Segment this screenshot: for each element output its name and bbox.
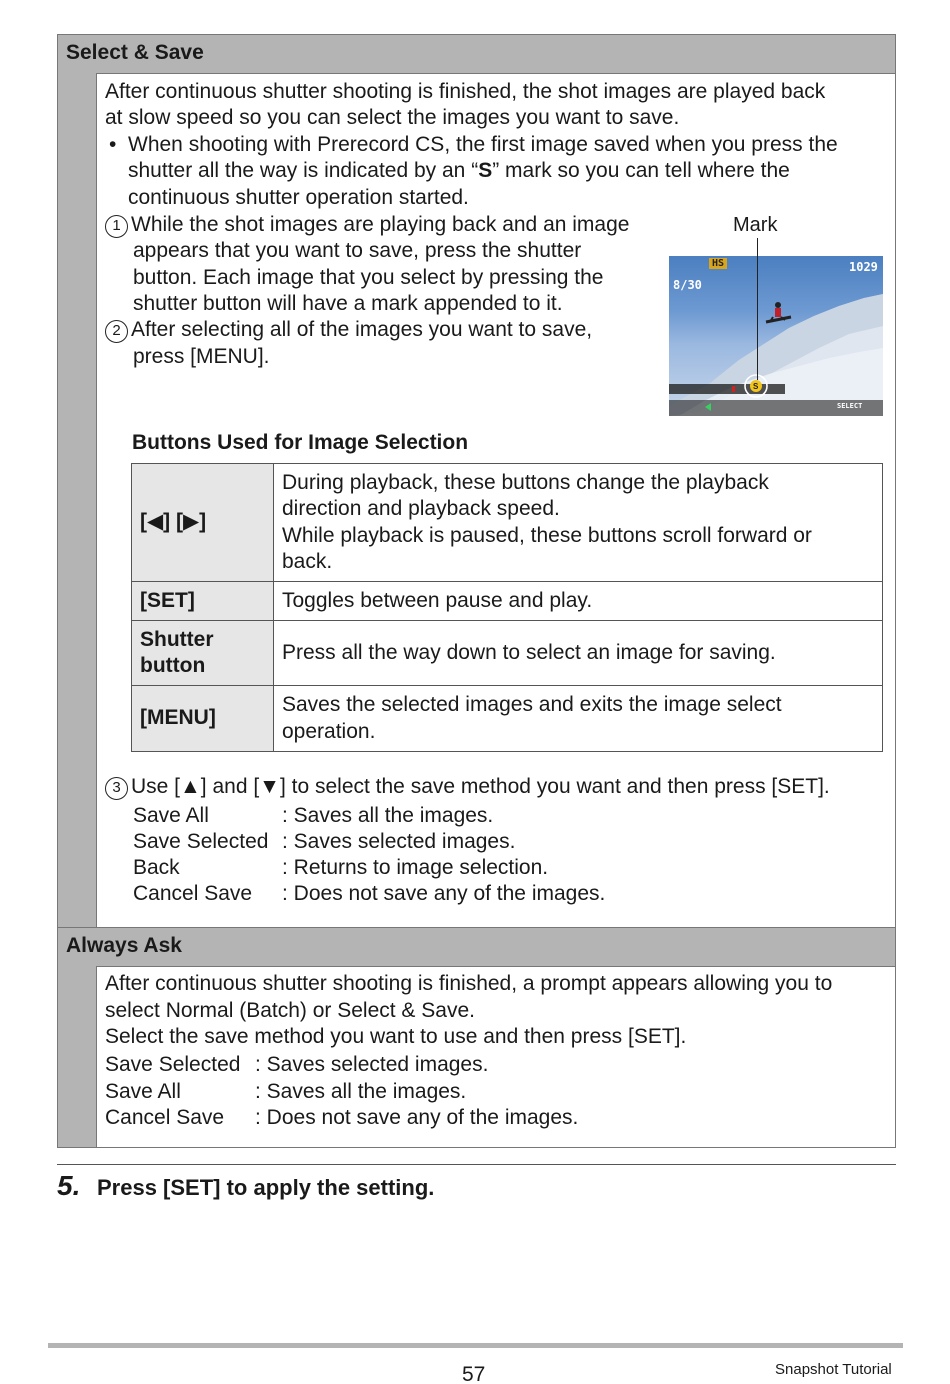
button-key-arrows: [◀] [▶] (132, 464, 274, 582)
buttons-table (131, 463, 883, 752)
bullet-mark: • (109, 133, 117, 156)
table-row (132, 686, 883, 752)
frame-counter: 8/30 (673, 278, 702, 292)
step-5-text: Press [SET] to apply the setting. (97, 1175, 435, 1200)
step-1-line-3: button. Each image that you select by pressing the (133, 266, 604, 289)
s-mark-letter: S (478, 159, 493, 182)
desc-line: Saves the selected images and exits the image select (282, 693, 782, 716)
table-row (132, 464, 883, 582)
intro-line-1: After continuous shutter shooting is finished, the shot images are played back (105, 80, 826, 103)
step-1-line-2: appears that you want to save, press the shutter (133, 239, 582, 262)
button-desc-menu (274, 686, 883, 752)
option-name: Save Selected (105, 1053, 241, 1076)
step-1-line-4: shutter button will have a mark appended to it. (133, 292, 563, 315)
desc-line: operation. (282, 719, 376, 743)
section-heading-always-ask: Always Ask (57, 927, 896, 967)
step-1-text: While the shot images are playing back and an image (131, 213, 630, 236)
mark-callout-label: Mark (733, 214, 778, 236)
step-5-number: 5. (57, 1170, 81, 1201)
desc-line: Toggles between pause and play. (282, 588, 593, 612)
intro-line-2: at slow speed so you can select the images you want to save. (105, 106, 680, 129)
option-desc: : Returns to image selection. (282, 856, 549, 879)
desc-line: While playback is paused, these buttons scroll forward or (282, 523, 812, 547)
option-desc: : Saves all the images. (255, 1080, 467, 1103)
step-2-line-1 (105, 317, 592, 344)
button-desc-arrows (274, 464, 883, 582)
svg-text:S: S (753, 382, 759, 391)
step-3-number: 3 (105, 777, 128, 800)
mark-callout-line (757, 238, 758, 380)
table-row (132, 621, 883, 686)
page-number: 57 (462, 1363, 486, 1384)
table-row (132, 582, 883, 621)
option-desc: : Saves selected images. (255, 1053, 489, 1076)
select-indicator: SELECT (837, 402, 863, 410)
option-name: Cancel Save (105, 1106, 225, 1129)
option-desc: : Does not save any of the images. (255, 1106, 579, 1129)
option-name: Save All (105, 1080, 181, 1103)
button-key-set: [SET] (132, 582, 274, 621)
button-key-menu: [MENU] (132, 686, 274, 752)
option-desc: : Saves all the images. (282, 804, 494, 827)
button-key-shutter (132, 621, 274, 686)
shots-remaining: 1029 (849, 260, 878, 274)
step-2-text: After selecting all of the images you want to save, (131, 318, 593, 341)
step-1-line-1 (105, 212, 629, 239)
camera-screen-image (669, 256, 883, 416)
option-desc: : Saves selected images. (282, 830, 516, 853)
footer-bar (48, 1343, 903, 1348)
always-ask-line-1: After continuous shutter shooting is finished, a prompt appears allowing you to (105, 972, 833, 995)
desc-line: During playback, these buttons change the playback (282, 470, 769, 494)
bullet-line-2-pre: shutter all the way is indicated by an “ (128, 159, 479, 182)
bullet-line-3: continuous shutter operation started. (128, 186, 469, 209)
option-name: Back (133, 856, 180, 879)
section-gutter (57, 966, 97, 1148)
bullet-line-2-post: ” mark so you can tell where the (492, 159, 790, 182)
step-3-line (105, 774, 830, 801)
option-name: Save Selected (133, 830, 269, 853)
desc-line: back. (282, 550, 333, 573)
key-line: button (140, 654, 206, 677)
section-gutter (57, 73, 97, 928)
footer-section-title: Snapshot Tutorial (775, 1361, 892, 1378)
step-2-line-2: press [MENU]. (133, 345, 270, 368)
step-3-text: Use [▲] and [▼] to select the save method you want and then press [SET]. (131, 775, 830, 798)
step-divider (57, 1164, 896, 1165)
desc-line: Press all the way down to select an image for saving. (282, 640, 776, 664)
option-name: Save All (133, 804, 209, 827)
button-desc-shutter (274, 621, 883, 686)
option-desc: : Does not save any of the images. (282, 882, 606, 905)
hs-mode-badge: HS (709, 258, 727, 269)
bullet-line-1: When shooting with Prerecord CS, the first image saved when you press the (128, 133, 838, 156)
always-ask-line-3: Select the save method you want to use and then press [SET]. (105, 1025, 687, 1048)
step-2-number: 2 (105, 320, 128, 343)
buttons-table-heading: Buttons Used for Image Selection (132, 431, 469, 454)
desc-line: direction and playback speed. (282, 497, 560, 520)
snowboarder-figure (766, 302, 791, 322)
button-desc-set (274, 582, 883, 621)
always-ask-line-2: select Normal (Batch) or Select & Save. (105, 999, 475, 1022)
step-1-number: 1 (105, 215, 128, 238)
bullet-line-2 (128, 158, 790, 185)
key-line: Shutter (140, 627, 214, 651)
section-heading-select-save: Select & Save (57, 34, 896, 74)
option-name: Cancel Save (133, 882, 253, 905)
